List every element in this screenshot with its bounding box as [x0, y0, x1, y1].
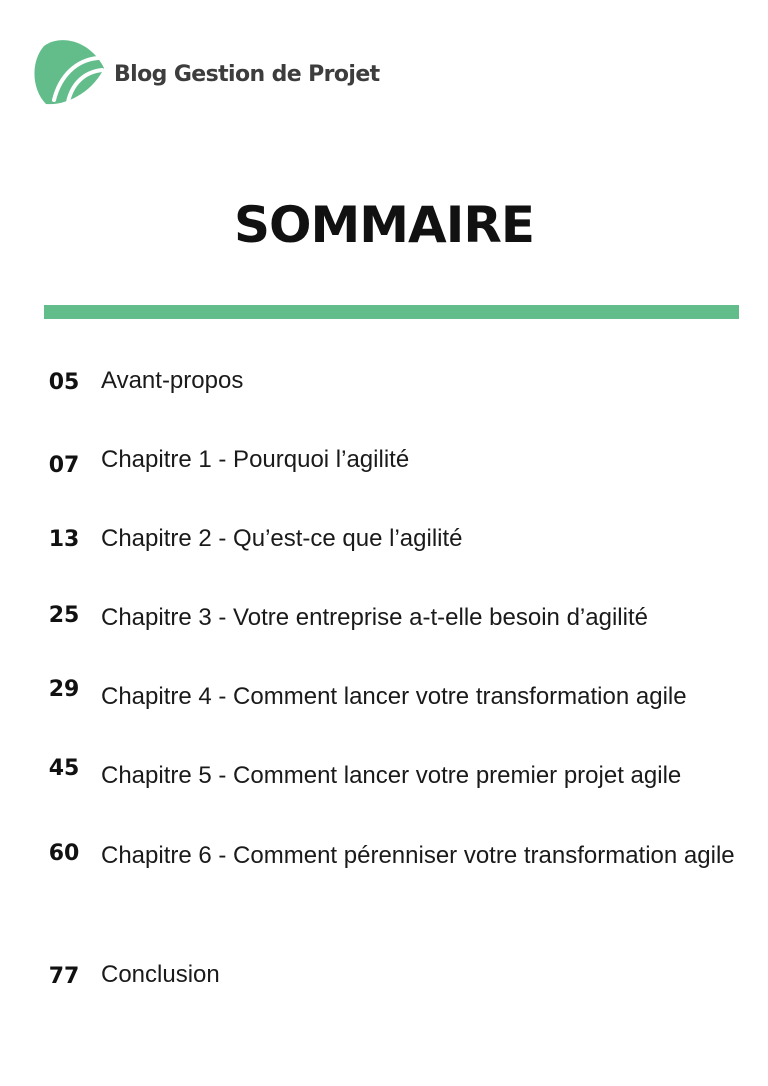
brand-name: Blog Gestion de Projet	[114, 61, 380, 87]
toc-page-number: 25	[48, 603, 80, 628]
toc-page-number: 07	[48, 453, 80, 478]
page-title: SOMMAIRE	[234, 196, 534, 254]
toc-page-number: 77	[48, 964, 80, 989]
toc-page-number: 13	[48, 527, 80, 552]
toc-label: Conclusion	[101, 961, 220, 988]
toc-label: Avant-propos	[101, 367, 244, 394]
toc-page-number: 60	[48, 841, 80, 866]
toc-page-number: 45	[48, 756, 80, 781]
toc-page-number: 05	[48, 370, 80, 395]
toc-label: Chapitre 1 - Pourquoi l’agilité	[101, 446, 410, 473]
toc-label: Chapitre 3 - Votre entreprise a-t-elle besoin d’agilité	[101, 604, 648, 631]
toc-label: Chapitre 5 - Comment lancer votre premier projet agile	[101, 762, 682, 789]
toc-page-number: 29	[48, 677, 80, 702]
toc-label: Chapitre 2 - Qu’est-ce que l’agilité	[101, 525, 463, 552]
toc-label: Chapitre 4 - Comment lancer votre transformation agile	[101, 683, 687, 710]
toc-label: Chapitre 6 - Comment pérenniser votre transformation agile	[101, 842, 735, 869]
